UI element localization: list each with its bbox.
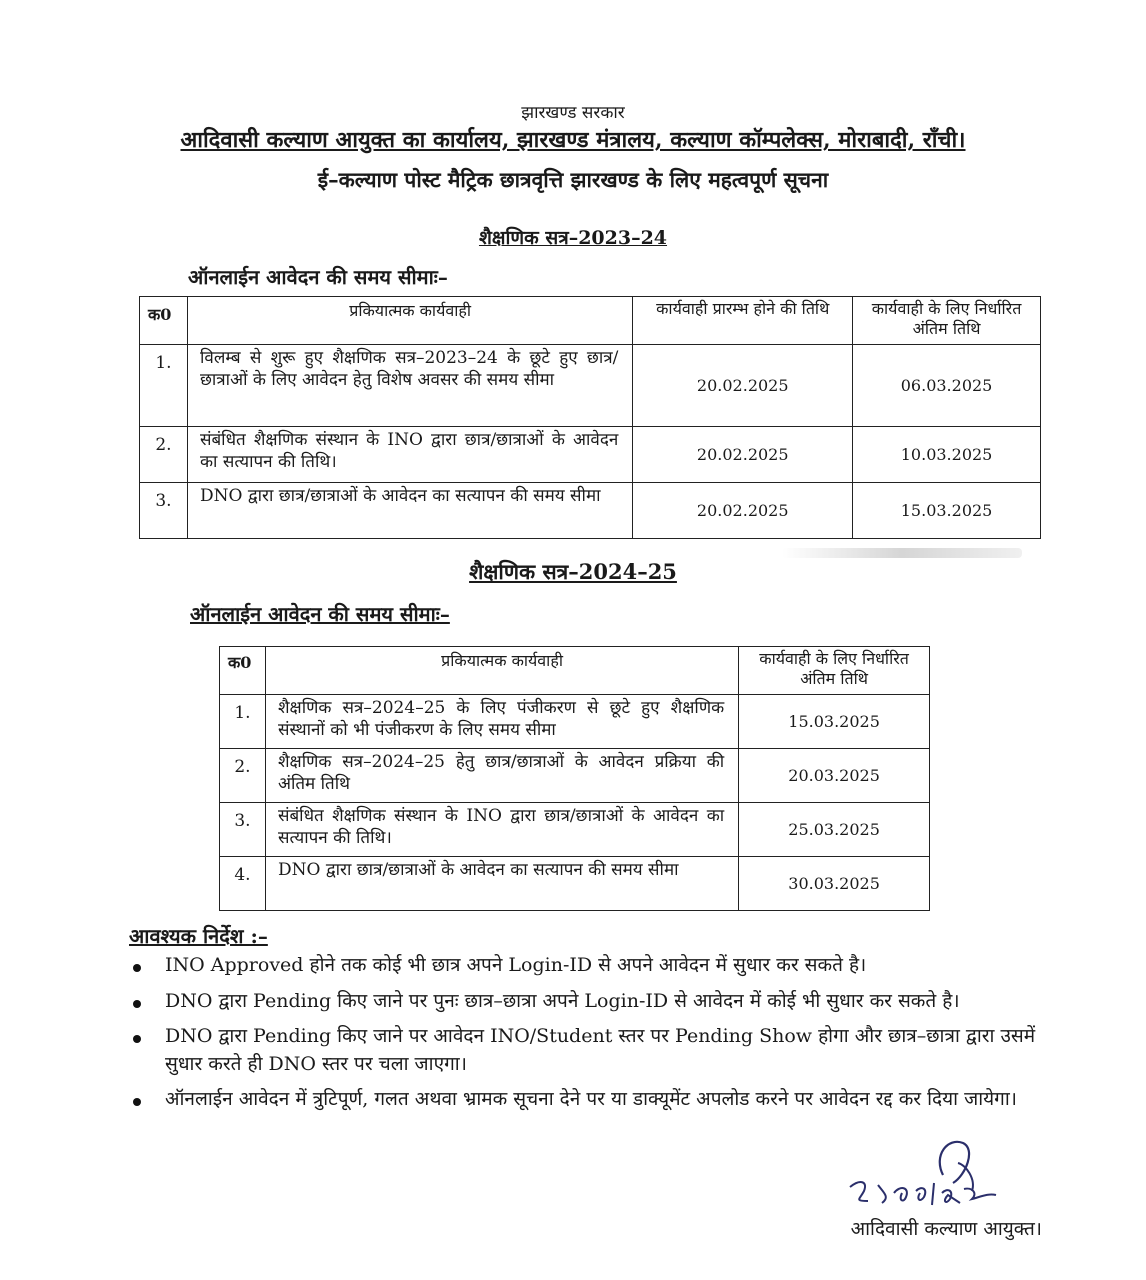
table-row	[220, 749, 930, 803]
row-action: विलम्ब से शुरू हुए शैक्षणिक सत्र–2023–24 के छूटे हुए छात्र/छात्राओं के लिए आवेदन हेतु विशेष अवसर की समय सीमा	[187, 345, 632, 427]
row-end-date: 25.03.2025	[739, 803, 930, 857]
bullet-icon	[133, 1035, 141, 1043]
row-start-date: 20.02.2025	[633, 483, 853, 539]
bullet-icon	[133, 964, 141, 972]
table-row	[220, 803, 930, 857]
row-serial: 3.	[140, 483, 188, 539]
row-serial: 1.	[220, 695, 266, 749]
office-address: आदिवासी कल्याण आयुक्त का कार्यालय, झारखण्ड मंत्रालय, कल्याण कॉम्पलेक्स, मोराबादी, राँची।	[180, 127, 966, 153]
row-serial: 2.	[220, 749, 266, 803]
instructions-heading: आवश्यक निर्देश :–	[129, 924, 268, 948]
session-2023-24-heading: शैक्षणिक सत्र–2023–24	[478, 227, 668, 249]
session-2024-25-heading: शैक्षणिक सत्र–2024–25	[469, 559, 677, 584]
table-header-row	[220, 647, 930, 695]
list-item	[129, 988, 1044, 1016]
col-header-end-date: कार्यवाही के लिए निर्धारित अंतिम तिथि	[739, 647, 930, 695]
row-action: शैक्षणिक सत्र–2024–25 हेतु छात्र/छात्राओं के आवेदन प्रक्रिया की अंतिम तिथि	[265, 749, 738, 803]
table-row	[140, 345, 1041, 427]
instruction-text: ऑनलाईन आवेदन में त्रुटिपूर्ण, गलत अथवा भ्रामक सूचना देने पर या डाक्यूमेंट अपलोड करने पर आवेदन रद्द कर दिया जायेगा।	[165, 1088, 1017, 1111]
online-deadline-subtitle-2: ऑनलाईन आवेदन की समय सीमाः–	[190, 602, 450, 626]
col-header-action: प्रकियात्मक कार्यवाही	[265, 647, 738, 695]
signer-designation: आदिवासी कल्याण आयुक्त।	[850, 1218, 1042, 1240]
government-name: झारखण्ड सरकार	[521, 103, 625, 123]
row-serial: 3.	[220, 803, 266, 857]
bullet-icon	[133, 1098, 141, 1106]
col-header-end-date: कार्यवाही के लिए निर्धारित अंतिम तिथि	[853, 297, 1041, 345]
table-header-row	[140, 297, 1041, 345]
list-item	[129, 1086, 1044, 1114]
row-action: शैक्षणिक सत्र–2024–25 के लिए पंजीकरण से छूटे हुए शैक्षणिक संस्थानों को भी पंजीकरण के लिए समय सीमा	[265, 695, 738, 749]
row-serial: 4.	[220, 857, 266, 911]
row-end-date: 20.03.2025	[739, 749, 930, 803]
row-end-date: 15.03.2025	[853, 483, 1041, 539]
row-serial: 1.	[140, 345, 188, 427]
row-serial: 2.	[140, 427, 188, 483]
col-header-serial: क0	[140, 297, 188, 345]
row-action: DNO द्वारा छात्र/छात्राओं के आवेदन का सत्यापन की समय सीमा	[187, 483, 632, 539]
col-header-action: प्रकियात्मक कार्यवाही	[187, 297, 632, 345]
table-row	[220, 857, 930, 911]
row-action: संबंधित शैक्षणिक संस्थान के INO द्वारा छात्र/छात्राओं के आवेदन का सत्यापन की तिथि।	[265, 803, 738, 857]
col-header-start-date: कार्यवाही प्रारम्भ होने की तिथि	[633, 297, 853, 345]
list-item	[129, 952, 1044, 980]
table-row	[140, 427, 1041, 483]
bullet-icon	[133, 1000, 141, 1008]
online-deadline-subtitle-1: ऑनलाईन आवेदन की समय सीमाः–	[188, 265, 448, 289]
schedule-table-2024-25	[219, 646, 930, 911]
table-row	[140, 483, 1041, 539]
row-action: DNO द्वारा छात्र/छात्राओं के आवेदन का सत्यापन की समय सीमा	[265, 857, 738, 911]
schedule-table-2023-24	[139, 296, 1041, 539]
signature-scribble-icon	[838, 1135, 1008, 1215]
row-end-date: 10.03.2025	[853, 427, 1041, 483]
row-end-date: 06.03.2025	[853, 345, 1041, 427]
instruction-text: DNO द्वारा Pending किए जाने पर पुनः छात्र–छात्रा अपने Login-ID से आवेदन में कोई भी सुधार कर सकते है।	[165, 989, 960, 1012]
row-end-date: 15.03.2025	[739, 695, 930, 749]
instruction-text: INO Approved होने तक कोई भी छात्र अपने Login-ID से अपने आवेदन में सुधार कर सकते है।	[165, 954, 867, 976]
row-start-date: 20.02.2025	[633, 427, 853, 483]
row-action: संबंधित शैक्षणिक संस्थान के INO द्वारा छात्र/छात्राओं के आवेदन का सत्यापन की तिथि।	[187, 427, 632, 483]
handwritten-signature	[838, 1135, 1008, 1215]
list-item	[129, 1023, 1044, 1078]
table-row	[220, 695, 930, 749]
instructions-list	[129, 952, 1044, 1122]
instruction-text: DNO द्वारा Pending किए जाने पर आवेदन INO/Student स्तर पर Pending Show होगा और छात्र–छात्रा द्वारा उसमें सुधार करते ही DNO स्तर पर चला जाएगा।	[165, 1025, 1036, 1075]
row-start-date: 20.02.2025	[633, 345, 853, 427]
notice-title: ई–कल्याण पोस्ट मैट्रिक छात्रवृत्ति झारखण्ड के लिए महत्वपूर्ण सूचना	[317, 167, 829, 192]
scan-smudge	[782, 548, 1022, 558]
row-end-date: 30.03.2025	[739, 857, 930, 911]
col-header-serial: क0	[220, 647, 266, 695]
